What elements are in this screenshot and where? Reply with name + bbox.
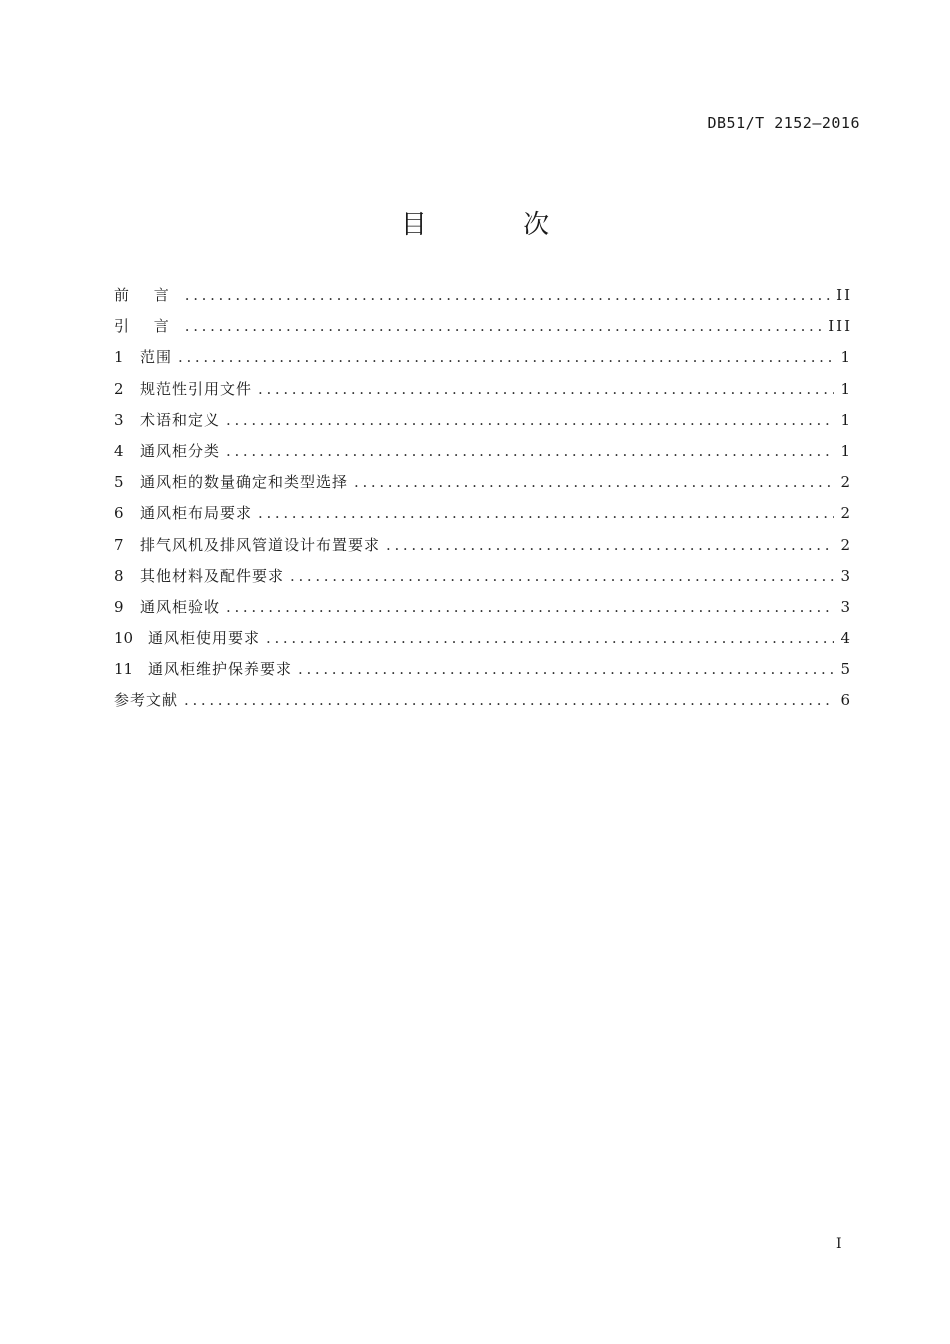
toc-entry-label: 其他材料及配件要求 [140,566,285,585]
toc-entry-classification[interactable] [114,440,852,471]
toc-entry-label: 通风柜维护保养要求 [148,660,293,679]
toc-entry-number: 11 [114,660,134,679]
toc-entry-number: 1 [114,348,124,367]
toc-entry-label: 通风柜布局要求 [140,504,253,523]
toc-entry-number: 8 [114,566,124,585]
toc-leader-dots [258,504,834,522]
toc-leader-dots [290,567,834,585]
toc-leader-dots [185,317,822,335]
toc-entry-label: 术语和定义 [140,410,221,429]
toc-entry-page: III [828,317,852,336]
toc-entry-number: 10 [114,629,134,648]
toc-entry-number: 3 [114,410,124,429]
toc-entry-page: 2 [840,473,852,492]
toc-leader-dots [258,380,834,398]
toc-entry-number: 9 [114,597,124,616]
toc-entry-label: 通风柜的数量确定和类型选择 [140,473,349,492]
toc-entry-usage[interactable] [114,627,852,658]
toc-entry-label: 引 言 [114,317,179,336]
toc-entry-exhaust-design[interactable] [114,534,852,565]
toc-entry-page: 1 [840,379,852,398]
toc-entry-page: 5 [840,660,852,679]
page-number: I [836,1236,842,1252]
toc-entry-label: 前 言 [114,286,179,304]
toc-entry-number: 4 [114,441,124,460]
toc-entry-acceptance[interactable] [114,596,852,627]
toc-entry-quantity-selection[interactable] [114,471,852,502]
table-of-contents [114,284,852,721]
toc-leader-dots [386,536,834,554]
toc-entry-number: 6 [114,504,124,523]
toc-leader-dots [226,442,834,460]
toc-entry-foreword[interactable] [114,284,852,315]
toc-entry-page: 1 [840,441,852,460]
toc-leader-dots [298,660,834,678]
toc-entry-page: 4 [840,629,852,648]
toc-entry-maintenance[interactable] [114,658,852,689]
toc-entry-page: 6 [840,691,852,710]
toc-leader-dots [226,598,834,616]
document-code: DB51/T 2152—2016 [707,114,860,132]
toc-entry-label: 规范性引用文件 [140,379,253,398]
toc-leader-dots [185,286,830,304]
toc-leader-dots [226,411,834,429]
toc-entry-normative-references[interactable] [114,378,852,409]
toc-entry-layout[interactable] [114,502,852,533]
toc-leader-dots [266,629,834,647]
toc-entry-page: 1 [840,410,852,429]
toc-entry-page: 2 [840,535,852,554]
toc-entry-introduction[interactable] [114,315,852,346]
toc-entry-scope[interactable] [114,346,852,377]
toc-entry-page: 3 [840,566,852,585]
toc-entry-page: 2 [840,504,852,523]
toc-entry-page: 3 [840,597,852,616]
toc-entry-page: II [836,286,852,304]
toc-entry-materials[interactable] [114,565,852,596]
toc-entry-label: 参考文献 [114,691,179,710]
toc-entry-label: 通风柜分类 [140,441,221,460]
toc-entry-label: 排气风机及排风管道设计布置要求 [140,535,381,554]
toc-entry-terms-definitions[interactable] [114,409,852,440]
toc-leader-dots [184,691,834,709]
toc-entry-number: 2 [114,379,124,398]
page-title: 目 次 [400,210,594,240]
toc-entry-label: 通风柜使用要求 [148,629,261,648]
toc-entry-number: 5 [114,473,124,492]
toc-entry-bibliography[interactable] [114,689,852,720]
toc-entry-label: 通风柜验收 [140,597,221,616]
toc-entry-page: 1 [840,348,852,367]
toc-leader-dots [178,348,834,366]
toc-entry-label: 范围 [140,348,173,367]
toc-entry-number: 7 [114,535,124,554]
toc-leader-dots [354,473,834,491]
